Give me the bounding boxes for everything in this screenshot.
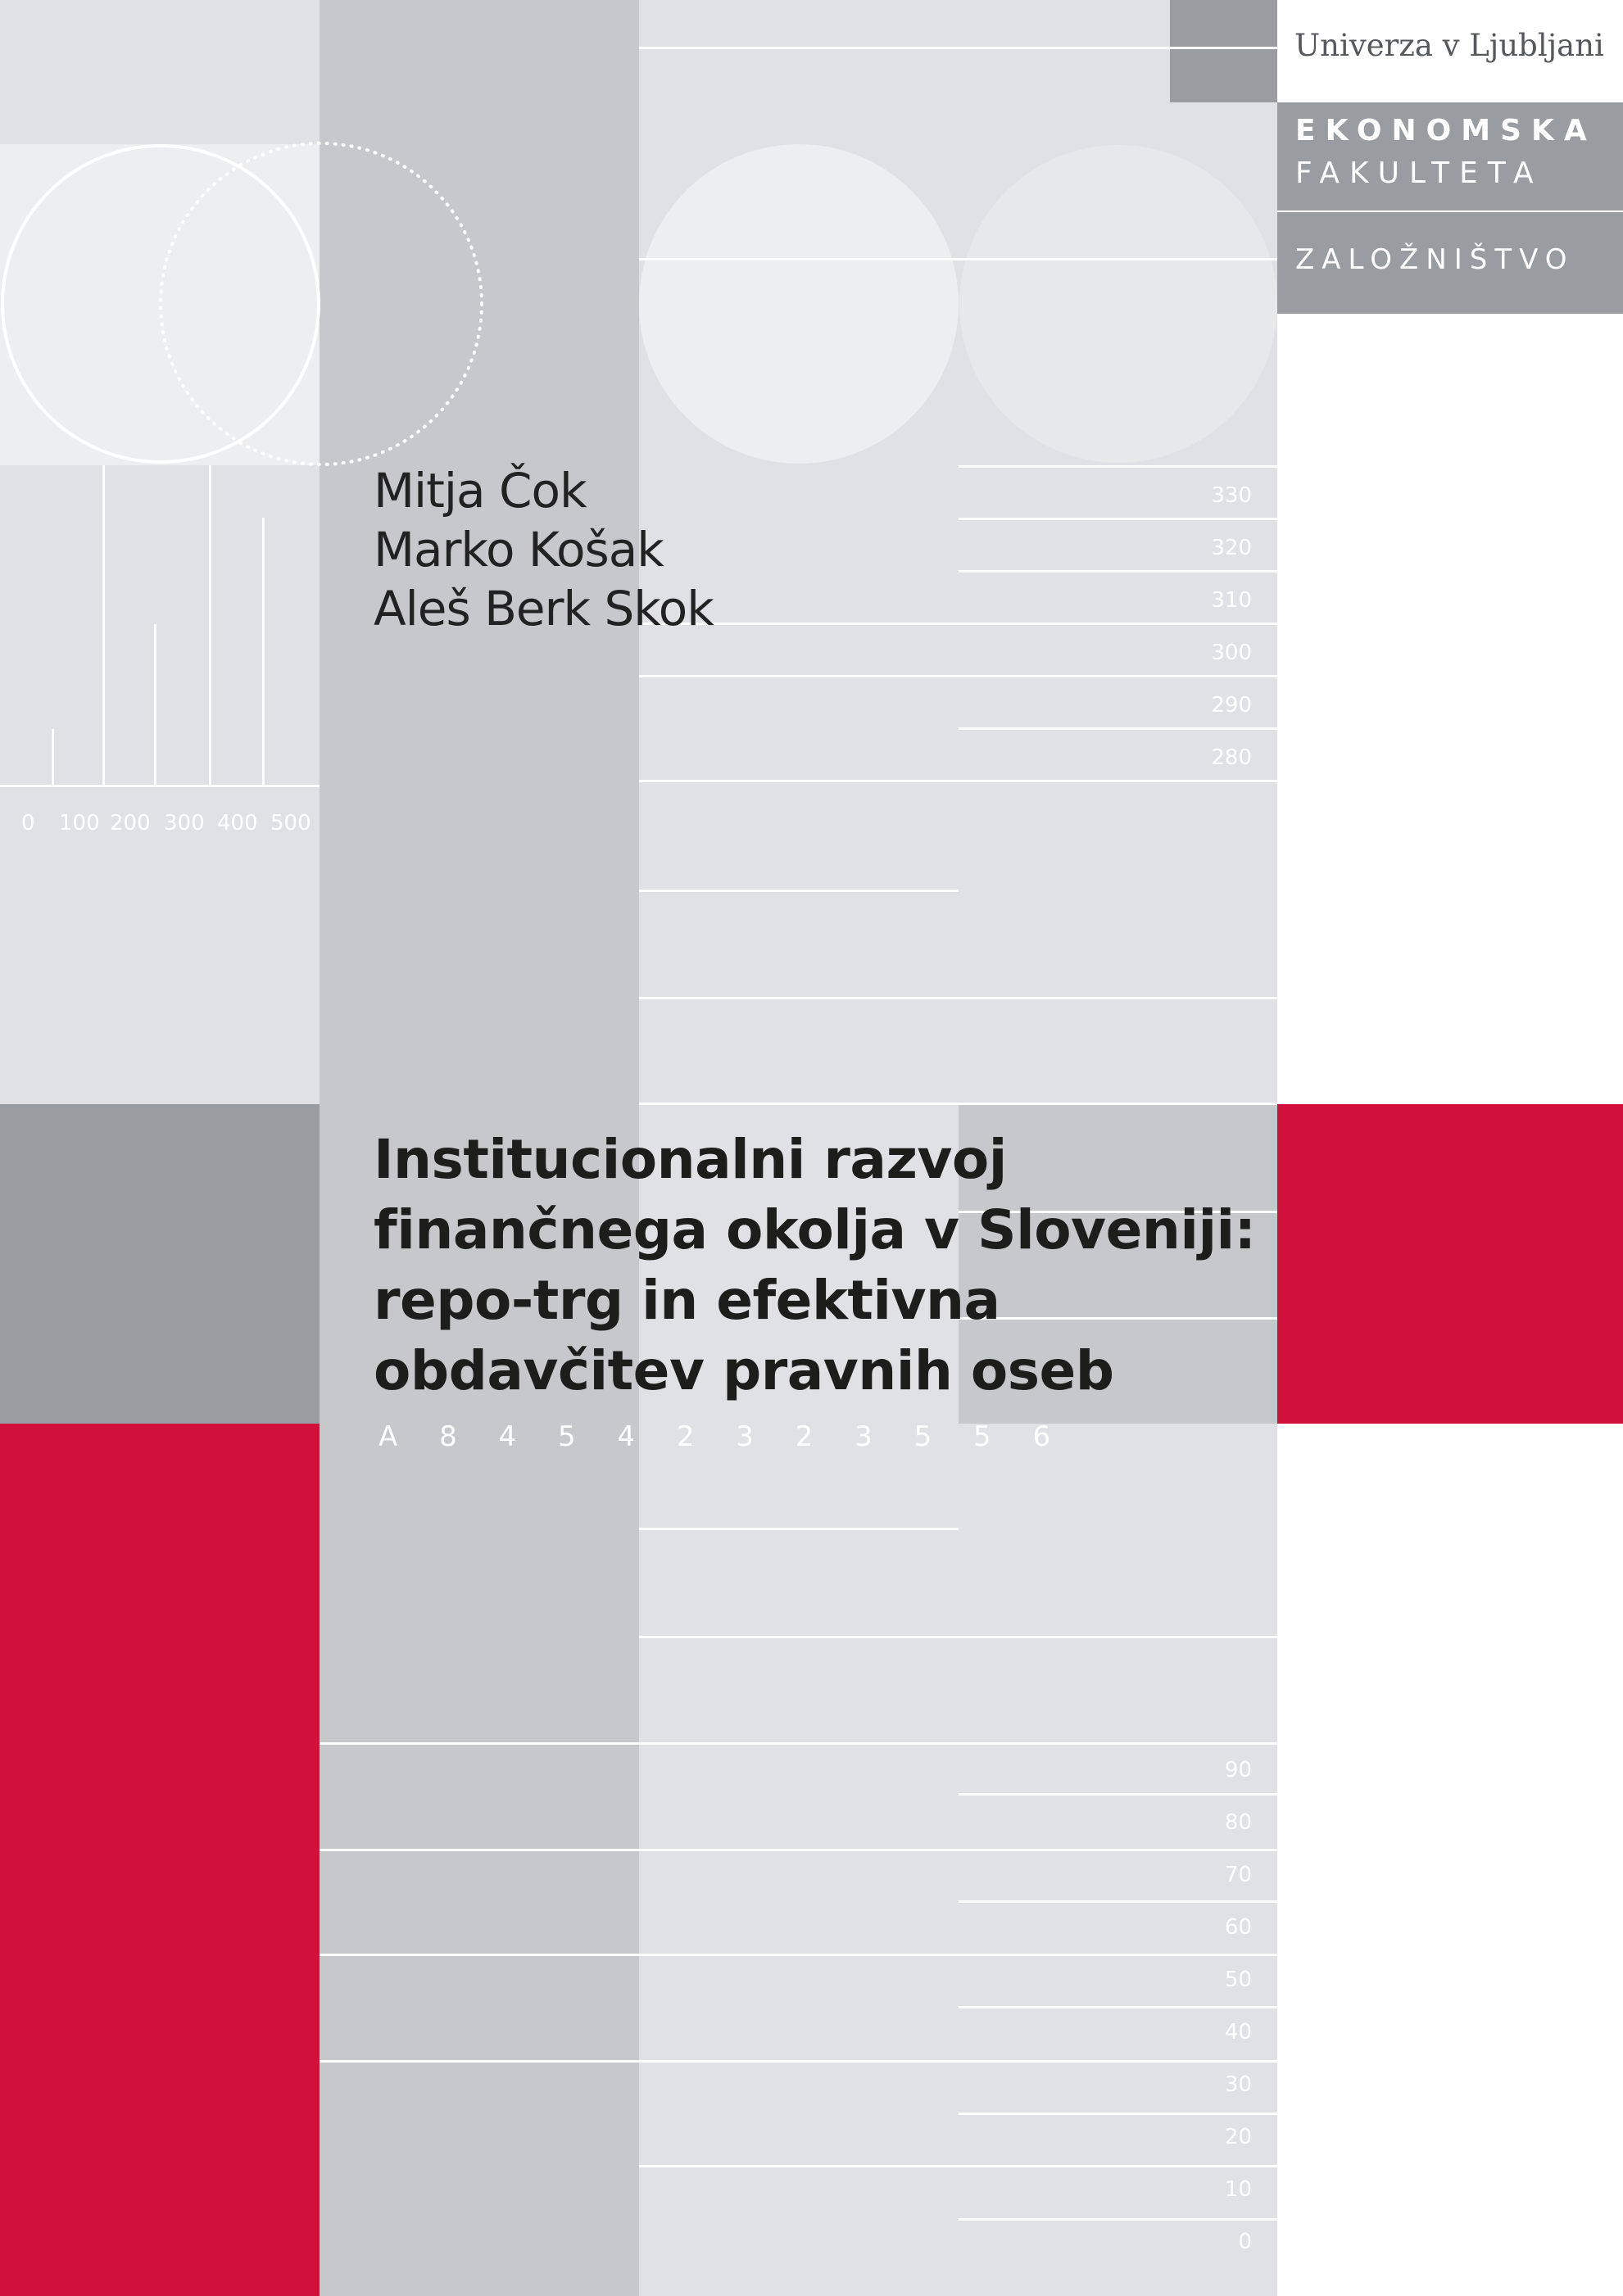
rule (320, 1954, 1277, 1956)
rule (320, 1742, 1277, 1745)
lower-scale-label: 40 (1224, 2020, 1252, 2045)
rule (639, 47, 1277, 49)
lower-scale-label: 70 (1224, 1863, 1252, 1887)
rule (639, 997, 1277, 999)
rule (0, 785, 320, 787)
rule (639, 2165, 1277, 2167)
rule (639, 623, 1277, 625)
series-code: A 8 4 5 4 2 3 2 3 5 5 6 (379, 1420, 1068, 1453)
title-line: finančnega okolja v Sloveniji: (374, 1198, 1256, 1261)
rule (959, 2218, 1277, 2221)
upper-scale-label: 330 (1211, 483, 1252, 508)
lower-scale-label: 30 (1224, 2072, 1252, 2097)
lower-scale-label: 0 (1238, 2230, 1252, 2254)
deco-bar (102, 465, 105, 785)
lower-scale-label: 80 (1224, 1810, 1252, 1835)
faculty-box (1277, 102, 1623, 211)
university-name (1294, 28, 1604, 63)
author-name: Marko Košak (374, 522, 664, 577)
lower-scale-label: 50 (1224, 1968, 1252, 1992)
red-block-left (0, 1424, 320, 2296)
faculty-line-1: EKONOMSKA (1295, 114, 1597, 147)
lower-scale-label: 10 (1224, 2177, 1252, 2202)
bg-gray-band (0, 1104, 320, 1424)
outline-circle (2, 146, 319, 462)
x-scale-label: 200 (110, 811, 151, 836)
upper-scale-label: 300 (1211, 641, 1252, 665)
upper-scale-label: 320 (1211, 536, 1252, 560)
deco-bar (52, 729, 54, 785)
upper-scale-label: 290 (1211, 693, 1252, 718)
rule (959, 570, 1277, 573)
author-name: Mitja Čok (374, 463, 587, 519)
filled-circle-left (639, 144, 959, 464)
lower-scale-label: 90 (1224, 1758, 1252, 1782)
rule (320, 2060, 1277, 2063)
x-scale-label: 400 (217, 811, 258, 836)
x-scale-label: 100 (59, 811, 100, 836)
rule (959, 2113, 1277, 2115)
rule (639, 1528, 959, 1530)
x-scale-label: 0 (21, 811, 35, 836)
decorative-circles (0, 0, 1277, 491)
deco-bar (262, 518, 265, 785)
rule (639, 258, 1277, 260)
upper-scale-label: 280 (1211, 745, 1252, 770)
lower-scale-label: 60 (1224, 1915, 1252, 1940)
rule (639, 1636, 1277, 1638)
deco-bar (154, 624, 156, 785)
upper-scale-label: 310 (1211, 588, 1252, 613)
imprint-label: ZALOŽNIŠTVO (1295, 243, 1575, 276)
rule (959, 1317, 1277, 1320)
author-name: Aleš Berk Skok (374, 581, 714, 636)
rule (959, 1900, 1277, 1903)
rule (959, 518, 1277, 520)
filled-circle-right (959, 145, 1277, 463)
x-scale-label: 300 (164, 811, 205, 836)
title-line: repo-trg in efektivna (374, 1269, 1000, 1332)
rule (959, 465, 1277, 468)
imprint-box (1277, 212, 1623, 314)
rule (639, 780, 1277, 782)
rule (959, 2006, 1277, 2008)
title-line: obdavčitev pravnih oseb (374, 1339, 1114, 1402)
university-name-text: Univerza v Ljubljani (1294, 28, 1604, 63)
lower-scale-label: 20 (1224, 2125, 1252, 2149)
rule (959, 1793, 1277, 1796)
red-block-right (1277, 1104, 1623, 1424)
title-line: Institucionalni razvoj (374, 1128, 1007, 1191)
rule (639, 890, 959, 892)
rule (959, 727, 1277, 730)
deco-bar (209, 465, 211, 785)
x-scale-label: 500 (270, 811, 311, 836)
rule (639, 675, 1277, 677)
rule (639, 1103, 1277, 1105)
rule (320, 1849, 1277, 1851)
faculty-line-2: FAKULTETA (1295, 156, 1544, 190)
dotted-circle (161, 143, 482, 464)
